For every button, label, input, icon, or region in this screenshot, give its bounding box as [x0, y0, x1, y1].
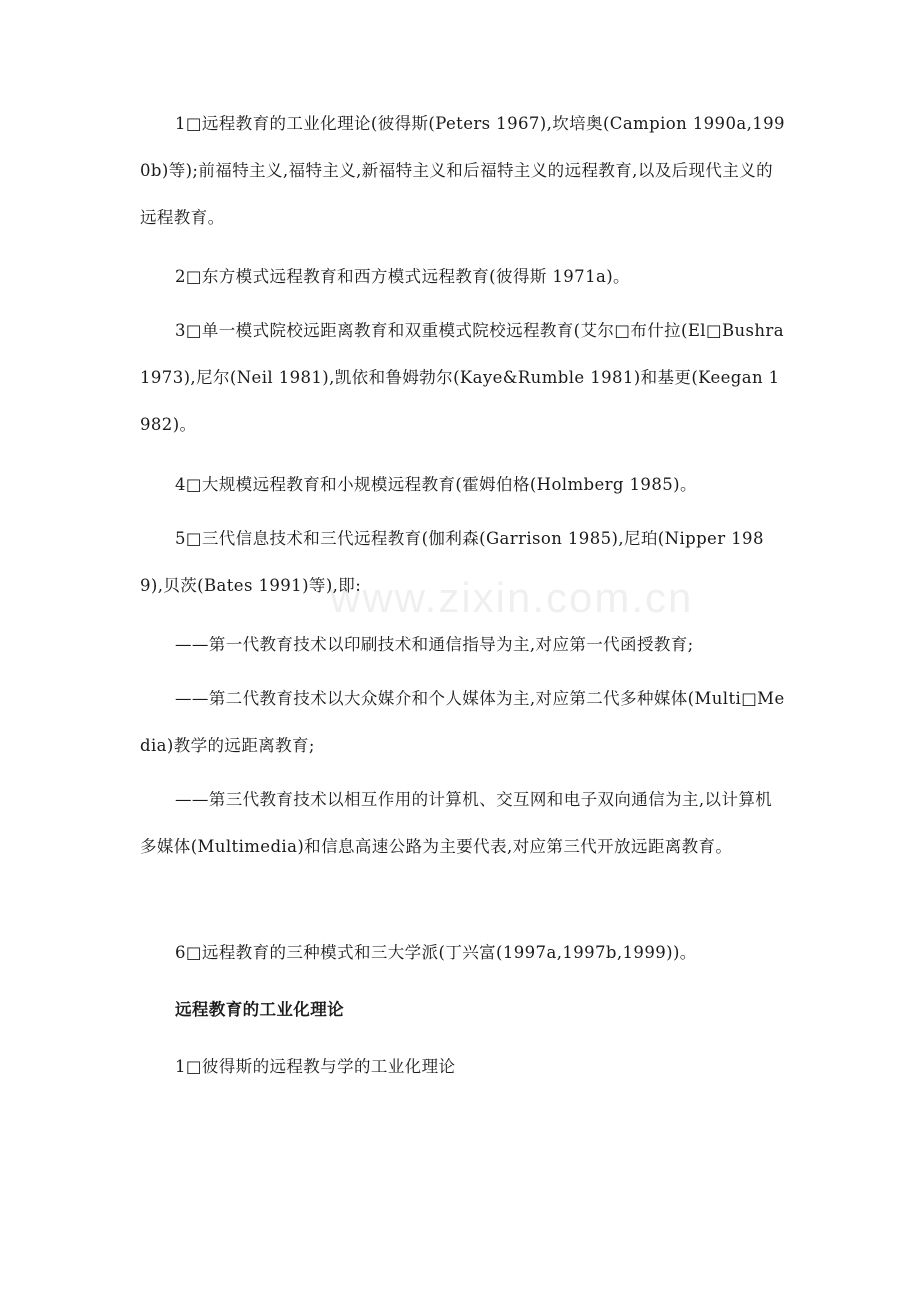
paragraph-item-1: [140, 100, 785, 241]
paragraph-item-2: [140, 253, 785, 300]
section-heading: [140, 986, 785, 1033]
paragraph-text: ——第二代教育技术以大众媒介和个人媒体为主,对应第二代多种媒体(Multi□Media)教学的远距离教育;: [140, 689, 785, 755]
section-heading-text: 远程教育的工业化理论: [175, 1000, 344, 1019]
paragraph-item-4: [140, 461, 785, 508]
paragraph-dash-1: [140, 621, 785, 668]
paragraph-dash-2: [140, 675, 785, 769]
watermark: www.zixin.com.cn: [330, 574, 694, 621]
paragraph-text: 5□三代信息技术和三代远程教育(伽利森(Garrison 1985),尼珀(Nipper 1989),贝茨(Bates 1991)等),即:: [140, 529, 764, 595]
paragraph-item-3: [140, 307, 790, 448]
paragraph-text: 2□东方模式远程教育和西方模式远程教育(彼得斯 1971a)。: [175, 267, 630, 286]
paragraph-item-6: [140, 929, 785, 976]
paragraph-text: 1□远程教育的工业化理论(彼得斯(Peters 1967),坎培奥(Campion 1990a,1990b)等);前福特主义,福特主义,新福特主义和后福特主义的远程教育,以及后现代主义的远程教育。: [140, 114, 785, 227]
paragraph-text: 3□单一模式院校远距离教育和双重模式院校远程教育(艾尔□布什拉(El□Bushra 1973),尼尔(Neil 1981),凯依和鲁姆勃尔(Kaye&Rumble 1981)和基更(Keegan 1982)。: [140, 321, 790, 434]
paragraph-text: 4□大规模远程教育和小规模远程教育(霍姆伯格(Holmberg 1985)。: [175, 475, 697, 494]
paragraph-item-5: [140, 515, 785, 609]
paragraph-text: 6□远程教育的三种模式和三大学派(丁兴富(1997a,1997b,1999))。: [175, 943, 697, 962]
subsection-text: 1□彼得斯的远程教与学的工业化理论: [175, 1057, 456, 1076]
paragraph-text: ——第三代教育技术以相互作用的计算机、交互网和电子双向通信为主,以计算机多媒体(Multimedia)和信息高速公路为主要代表,对应第三代开放远距离教育。: [140, 790, 773, 856]
subsection-title: [140, 1043, 785, 1090]
paragraph-text: ——第一代教育技术以印刷技术和通信指导为主,对应第一代函授教育;: [175, 635, 694, 654]
paragraph-dash-3: [140, 776, 785, 870]
